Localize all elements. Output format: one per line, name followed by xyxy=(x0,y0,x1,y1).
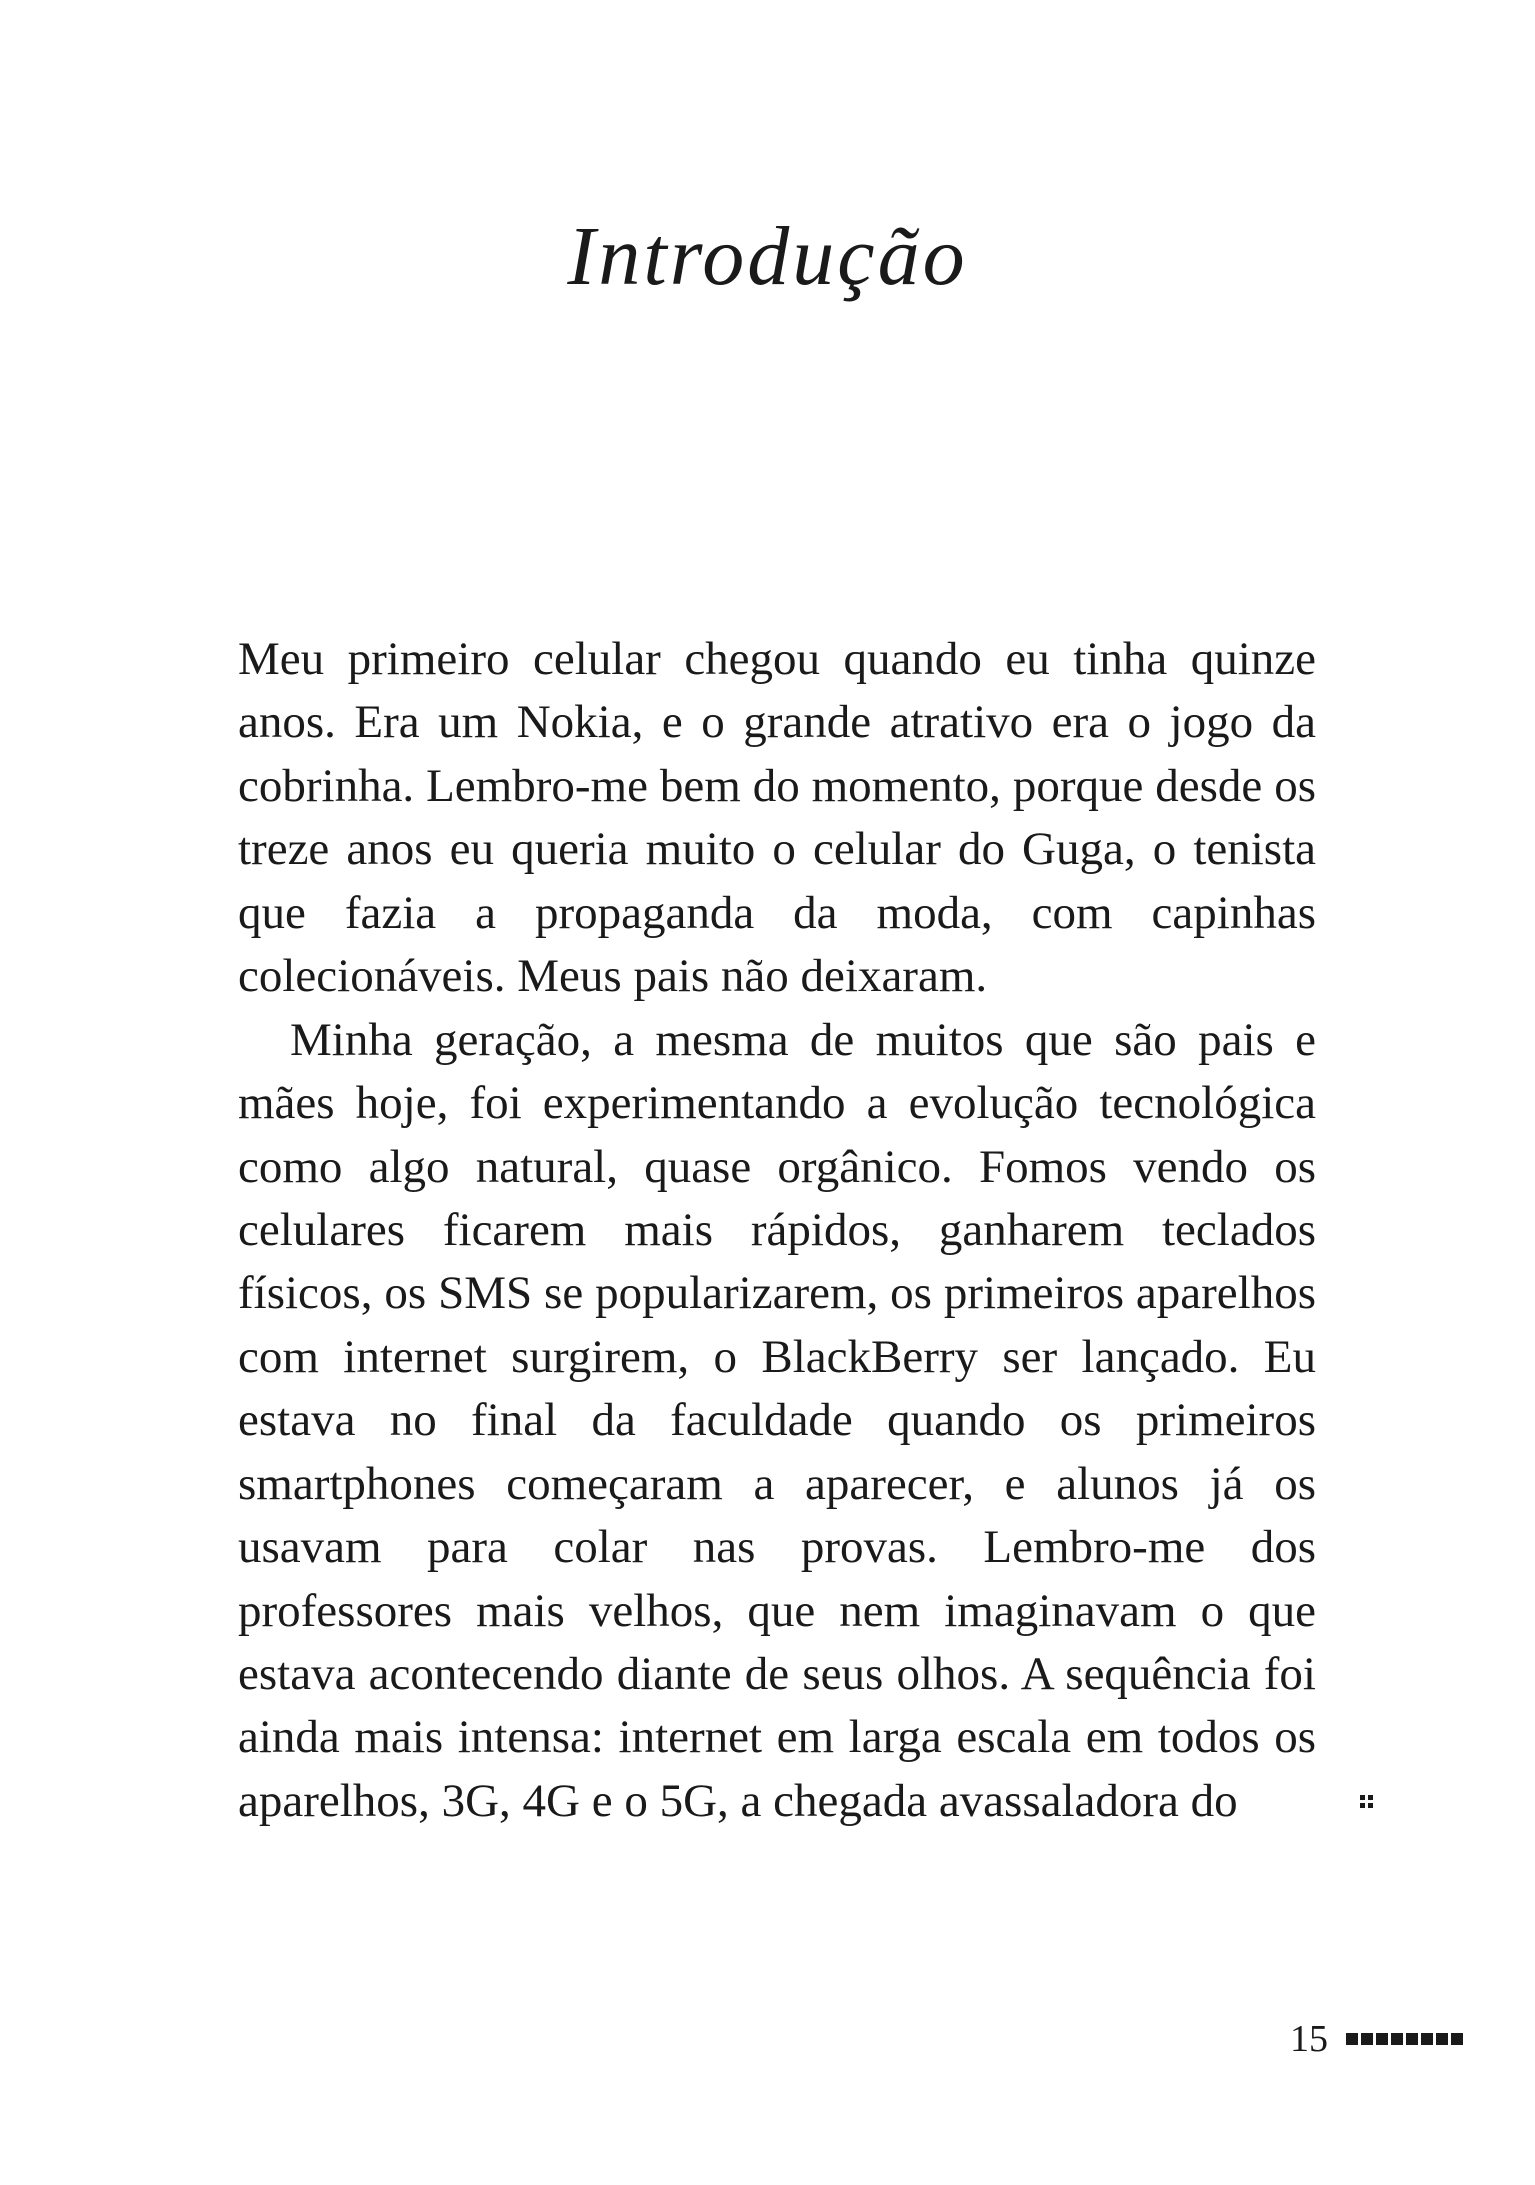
paragraph-1: Meu primeiro celular chegou quando eu tinha quinze anos. Era um Nokia, e o grande atrativo era o jogo da cobrinha. Lembro-me bem do momento, porque desde os treze anos eu queria muito o celular do Guga, o tenista que fazia a propaganda da moda, com capinhas colecionáveis. Meus pais não deixaram. xyxy=(238,633,1316,1003)
continuation-icon xyxy=(1360,1795,1374,1809)
page-footer xyxy=(1290,2020,1463,2058)
page-title: Introdução xyxy=(567,210,968,303)
paragraph-2: Minha geração, a mesma de muitos que são pais e mães hoje, foi experimentando a evolução tecnológica como algo natural, quase orgânico. Fomos vendo os celulares ficarem mais rápidos, ganharem teclados físicos, os SMS se popularizarem, os primeiros aparelhos com internet surgirem, o BlackBerry ser lançado. Eu estava no final da faculdade quando os primeiros smartphones começaram a aparecer, e alunos já os usavam para colar nas provas. Lembro-me dos professores mais velhos, que nem imaginavam o que estava acontecendo diante de seus olhos. A sequência foi ainda mais intensa: internet em larga escala em todos os aparelhos, 3G, 4G e o 5G, a chegada avassaladora do xyxy=(238,1013,1316,1827)
footer-ornament-icon xyxy=(1346,2033,1463,2045)
body-text xyxy=(238,628,1316,1833)
page-number: 15 xyxy=(1290,2018,1328,2060)
